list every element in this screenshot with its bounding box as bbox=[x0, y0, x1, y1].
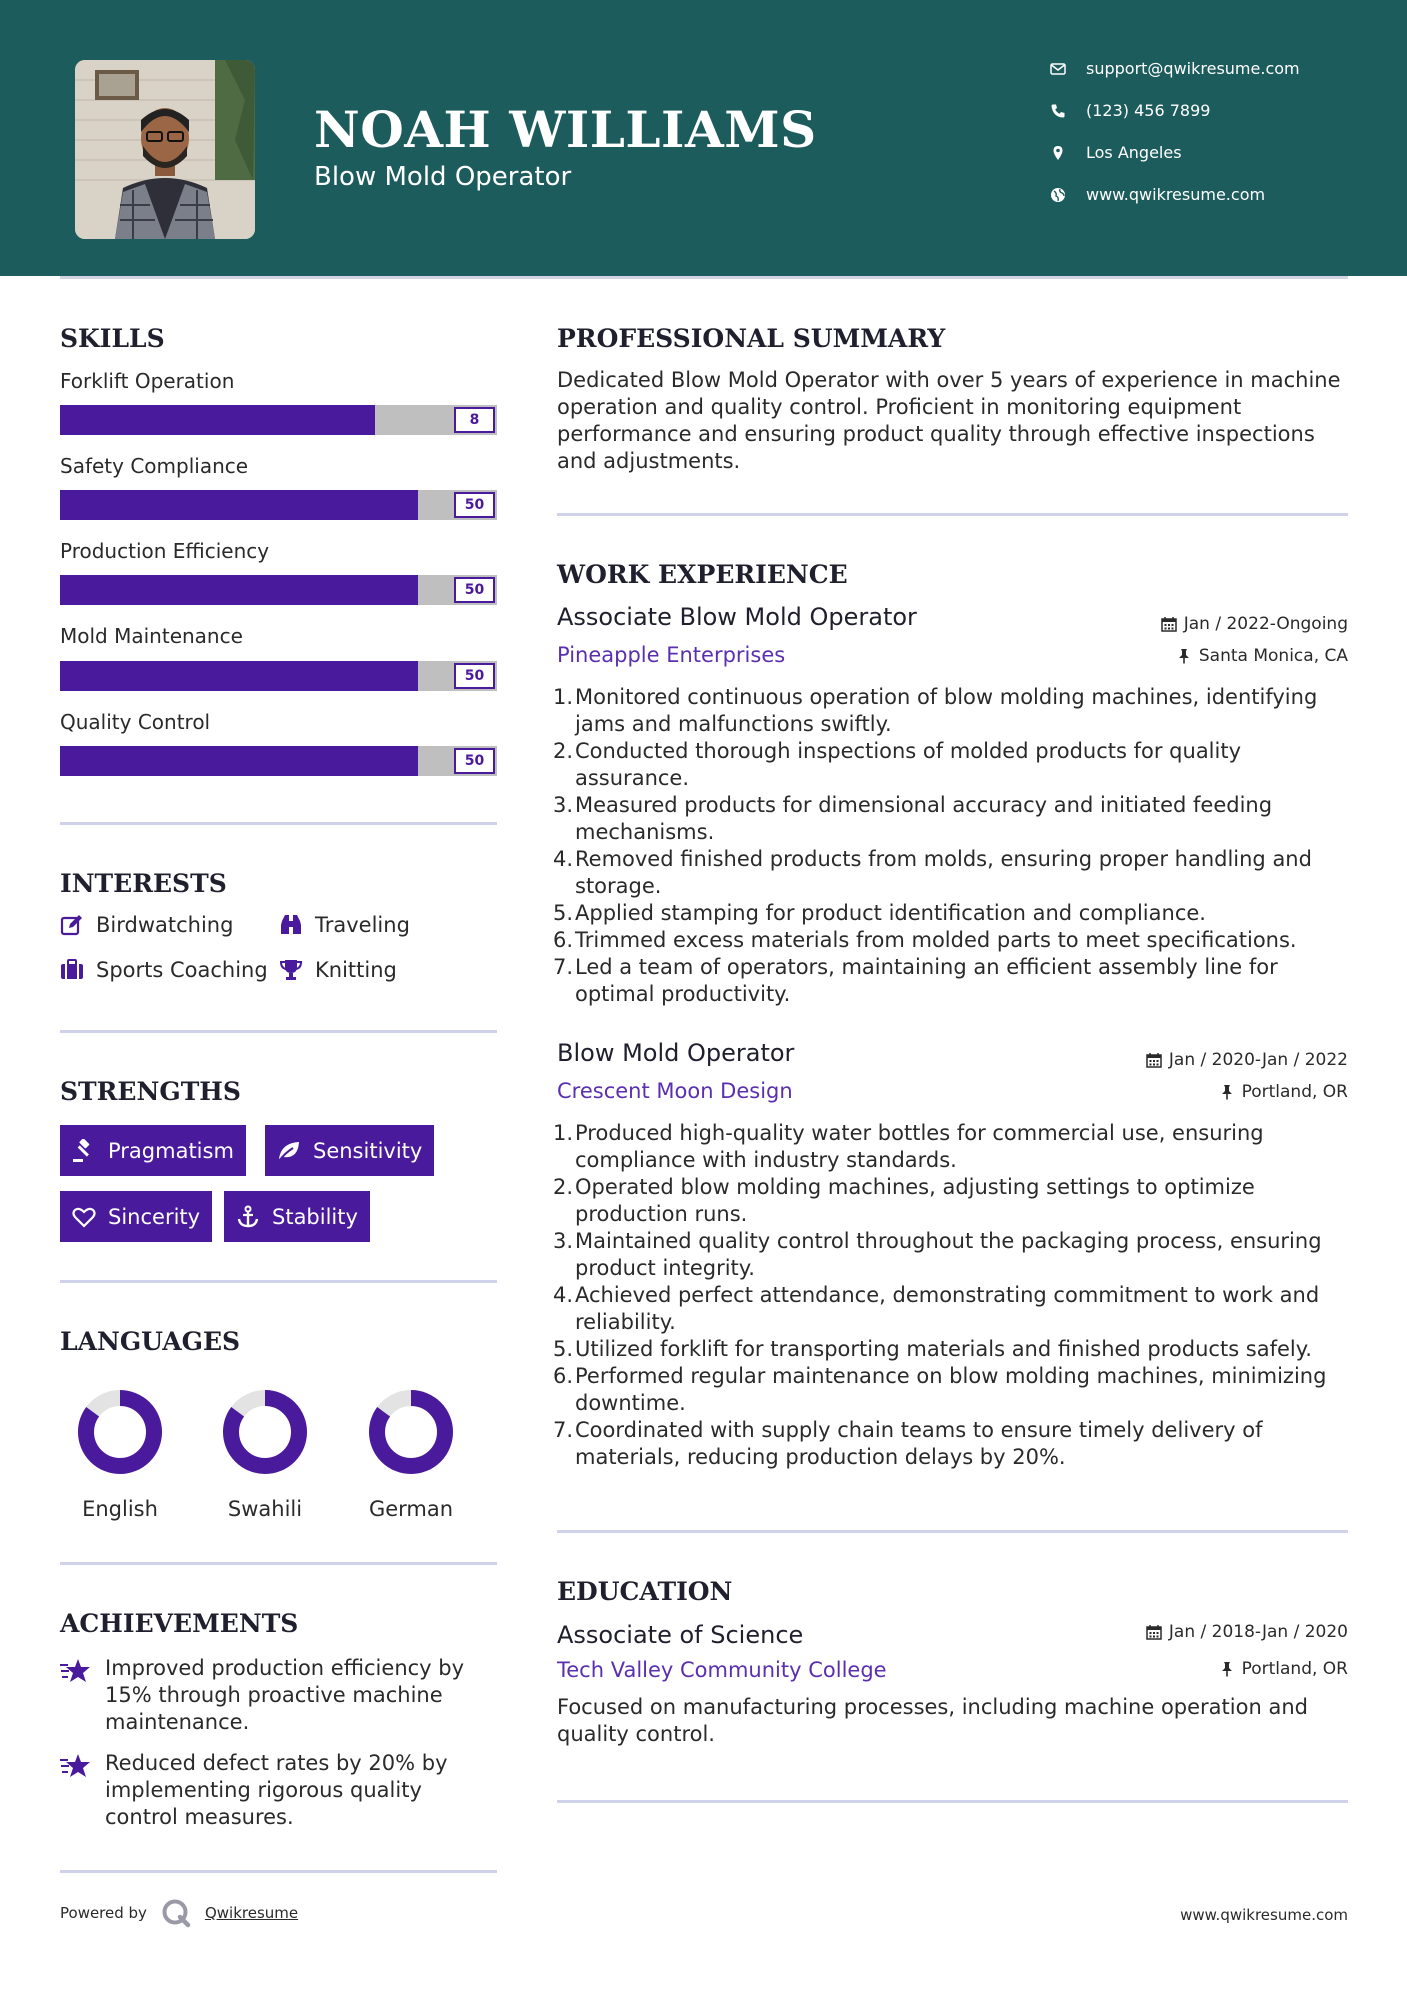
job-location bbox=[1176, 646, 1348, 666]
anchor-icon bbox=[236, 1205, 260, 1229]
skill-level-badge: 8 bbox=[454, 407, 495, 433]
strength-label: Pragmatism bbox=[108, 1138, 234, 1163]
education-location bbox=[1219, 1659, 1348, 1679]
section-divider bbox=[557, 1800, 1348, 1803]
achievement-text: Improved production efficiency by 15% through proactive machine maintenance. bbox=[105, 1656, 465, 1734]
powered-by-label: Powered by bbox=[60, 1904, 147, 1922]
skill-bar bbox=[60, 575, 497, 605]
list-item: 1. Produced high-quality water bottles for commercial use, ensuring compliance with industry standards. bbox=[552, 1121, 1264, 1172]
company-name: Pineapple Enterprises bbox=[557, 643, 786, 667]
summary-heading: PROFESSIONAL SUMMARY bbox=[557, 324, 946, 353]
job-dates-text: Jan / 2022-Ongoing bbox=[1183, 614, 1348, 634]
language-donut bbox=[368, 1389, 454, 1475]
education-description: Focused on manufacturing processes, including machine operation and quality control. bbox=[557, 1695, 1308, 1746]
strength-label: Sincerity bbox=[108, 1204, 201, 1229]
interest-item bbox=[279, 913, 410, 937]
interest-label: Birdwatching bbox=[96, 913, 234, 937]
skill-name: Quality Control bbox=[60, 710, 211, 734]
skills-heading: SKILLS bbox=[60, 324, 165, 353]
skill-name: Mold Maintenance bbox=[60, 624, 243, 648]
phone-icon bbox=[1050, 103, 1066, 119]
company-name: Crescent Moon Design bbox=[557, 1079, 793, 1103]
qwikresume-logo-icon bbox=[161, 1898, 191, 1928]
interest-item bbox=[60, 958, 268, 982]
profile-photo bbox=[75, 60, 255, 239]
pushpin-icon bbox=[1219, 1084, 1235, 1100]
list-item: 5. Applied stamping for product identification and compliance. bbox=[552, 901, 1206, 925]
section-divider bbox=[60, 1280, 497, 1283]
calendar-icon bbox=[1146, 1624, 1162, 1640]
section-divider bbox=[60, 1030, 497, 1033]
footer-website[interactable]: www.qwikresume.com bbox=[1180, 1906, 1348, 1924]
section-divider bbox=[557, 1530, 1348, 1533]
qwikresume-link[interactable]: Qwikresume bbox=[204, 1904, 299, 1922]
job-responsibilities bbox=[552, 684, 1347, 1008]
contact-email[interactable] bbox=[1050, 59, 1300, 78]
section-divider bbox=[60, 1562, 497, 1565]
language-item bbox=[205, 1389, 325, 1521]
contact-website-text: www.qwikresume.com bbox=[1086, 185, 1266, 204]
job-location bbox=[1219, 1082, 1348, 1102]
pushpin-icon bbox=[1219, 1661, 1235, 1677]
list-item: 6. Performed regular maintenance on blow molding machines, minimizing downtime. bbox=[552, 1364, 1327, 1415]
footer-powered-by bbox=[60, 1898, 298, 1928]
education-dates-text: Jan / 2018-Jan / 2020 bbox=[1168, 1622, 1348, 1642]
list-item: 5. Utilized forklift for transporting materials and finished products safely. bbox=[552, 1337, 1312, 1361]
interests-heading: INTERESTS bbox=[60, 869, 227, 898]
achievement-item bbox=[60, 1750, 500, 1831]
education-location-text: Portland, OR bbox=[1241, 1659, 1348, 1679]
language-donut bbox=[77, 1389, 163, 1475]
interest-label: Sports Coaching bbox=[96, 958, 268, 982]
job-title: Blow Mold Operator bbox=[557, 1039, 795, 1067]
skill-bar bbox=[60, 746, 497, 776]
language-label: German bbox=[368, 1497, 454, 1521]
education-heading: EDUCATION bbox=[557, 1577, 733, 1606]
achievements-heading: ACHIEVEMENTS bbox=[60, 1609, 299, 1638]
list-item: 1. Monitored continuous operation of blow molding machines, identifying jams and malfunctions swiftly. bbox=[552, 685, 1318, 736]
job-dates bbox=[1161, 614, 1348, 634]
gavel-icon bbox=[72, 1139, 96, 1163]
contact-phone[interactable] bbox=[1050, 101, 1210, 120]
list-item: 4. Removed finished products from molds, ensuring proper handling and storage. bbox=[552, 847, 1312, 898]
skill-bar bbox=[60, 405, 497, 435]
section-divider bbox=[60, 1870, 497, 1873]
skill-name: Safety Compliance bbox=[60, 454, 249, 478]
contact-phone-text: (123) 456 7899 bbox=[1086, 101, 1211, 120]
contact-location bbox=[1050, 143, 1182, 162]
header-divider bbox=[60, 276, 1348, 279]
resume-header bbox=[0, 0, 1407, 276]
list-item: 7. Led a team of operators, maintaining an efficient assembly line for optimal productivity. bbox=[552, 955, 1278, 1006]
job-dates-text: Jan / 2020-Jan / 2022 bbox=[1168, 1050, 1348, 1070]
strength-label: Stability bbox=[272, 1204, 358, 1229]
section-divider bbox=[60, 822, 497, 825]
skill-name: Forklift Operation bbox=[60, 369, 235, 393]
job-dates bbox=[1146, 1050, 1348, 1070]
education-dates bbox=[1146, 1622, 1348, 1642]
skill-bar bbox=[60, 661, 497, 691]
list-item: 3. Measured products for dimensional accuracy and initiated feeding mechanisms. bbox=[552, 793, 1273, 844]
list-item: 2. Operated blow molding machines, adjusting settings to optimize production runs. bbox=[552, 1175, 1255, 1226]
interest-label: Traveling bbox=[315, 913, 410, 937]
star-icon bbox=[60, 1752, 92, 1780]
job-title: Associate Blow Mold Operator bbox=[557, 603, 917, 631]
strength-tag bbox=[60, 1191, 212, 1242]
school-name: Tech Valley Community College bbox=[557, 1658, 887, 1682]
list-item: 3. Maintained quality control throughout the packaging process, ensuring product integrity. bbox=[552, 1229, 1322, 1280]
contact-website[interactable] bbox=[1050, 185, 1265, 204]
list-item: 7. Coordinated with supply chain teams to ensure timely delivery of materials, reducing production delays by 20%. bbox=[552, 1418, 1263, 1469]
skill-level-badge: 50 bbox=[454, 663, 495, 689]
language-label: Swahili bbox=[227, 1497, 303, 1521]
languages-heading: LANGUAGES bbox=[60, 1327, 241, 1356]
star-icon bbox=[60, 1657, 92, 1685]
contact-email-text: support@qwikresume.com bbox=[1086, 59, 1300, 78]
interest-item bbox=[60, 913, 233, 937]
job-location-text: Portland, OR bbox=[1241, 1082, 1348, 1102]
leaf-icon bbox=[277, 1139, 301, 1163]
skill-name: Production Efficiency bbox=[60, 539, 270, 563]
skill-bar-fill bbox=[60, 746, 418, 776]
section-divider bbox=[557, 513, 1348, 516]
language-item bbox=[351, 1389, 471, 1521]
experience-heading: WORK EXPERIENCE bbox=[557, 560, 848, 589]
strength-tag bbox=[60, 1125, 246, 1176]
candidate-name: NOAH WILLIAMS bbox=[314, 100, 817, 159]
language-donut bbox=[222, 1389, 308, 1475]
interest-label: Knitting bbox=[315, 958, 397, 982]
strength-tag bbox=[265, 1125, 434, 1176]
job-location-text: Santa Monica, CA bbox=[1198, 646, 1348, 666]
skill-level-badge: 50 bbox=[454, 748, 495, 774]
job-responsibilities bbox=[552, 1120, 1347, 1471]
interest-item bbox=[279, 958, 397, 982]
trophy-icon bbox=[279, 958, 303, 982]
envelope-icon bbox=[1050, 61, 1066, 77]
pushpin-icon bbox=[1176, 648, 1192, 664]
list-item: 4. Achieved perfect attendance, demonstrating commitment to work and reliability. bbox=[552, 1283, 1320, 1334]
skill-bar bbox=[60, 490, 497, 520]
degree-title: Associate of Science bbox=[557, 1621, 804, 1649]
briefcase-icon bbox=[60, 958, 84, 982]
skill-bar-fill bbox=[60, 661, 418, 691]
summary-text: Dedicated Blow Mold Operator with over 5 years of experience in machine operation and quality control. Proficient in monitoring equipment performance and ensuring product quality through effective inspections and adjustments. bbox=[557, 368, 1341, 473]
contact-location-text: Los Angeles bbox=[1086, 143, 1182, 162]
skill-level-badge: 50 bbox=[454, 492, 495, 518]
candidate-title: Blow Mold Operator bbox=[314, 162, 572, 192]
globe-icon bbox=[1050, 187, 1066, 203]
skill-bar-fill bbox=[60, 575, 418, 605]
skill-level-badge: 50 bbox=[454, 577, 495, 603]
language-item bbox=[60, 1389, 180, 1521]
skill-bar-fill bbox=[60, 490, 418, 520]
strength-label: Sensitivity bbox=[313, 1138, 423, 1163]
heart-icon bbox=[72, 1205, 96, 1229]
language-label: English bbox=[82, 1497, 158, 1521]
calendar-icon bbox=[1161, 616, 1177, 632]
achievement-text: Reduced defect rates by 20% by implementing rigorous quality control measures. bbox=[105, 1751, 448, 1829]
strengths-heading: STRENGTHS bbox=[60, 1077, 241, 1106]
strength-tag bbox=[224, 1191, 370, 1242]
binoculars-icon bbox=[279, 913, 303, 937]
pencil-square-icon bbox=[60, 913, 84, 937]
achievement-item bbox=[60, 1655, 500, 1736]
list-item: 2. Conducted thorough inspections of molded products for quality assurance. bbox=[552, 739, 1242, 790]
skill-bar-fill bbox=[60, 405, 375, 435]
list-item: 6. Trimmed excess materials from molded parts to meet specifications. bbox=[552, 928, 1297, 952]
map-pin-icon bbox=[1050, 145, 1066, 161]
calendar-icon bbox=[1146, 1052, 1162, 1068]
